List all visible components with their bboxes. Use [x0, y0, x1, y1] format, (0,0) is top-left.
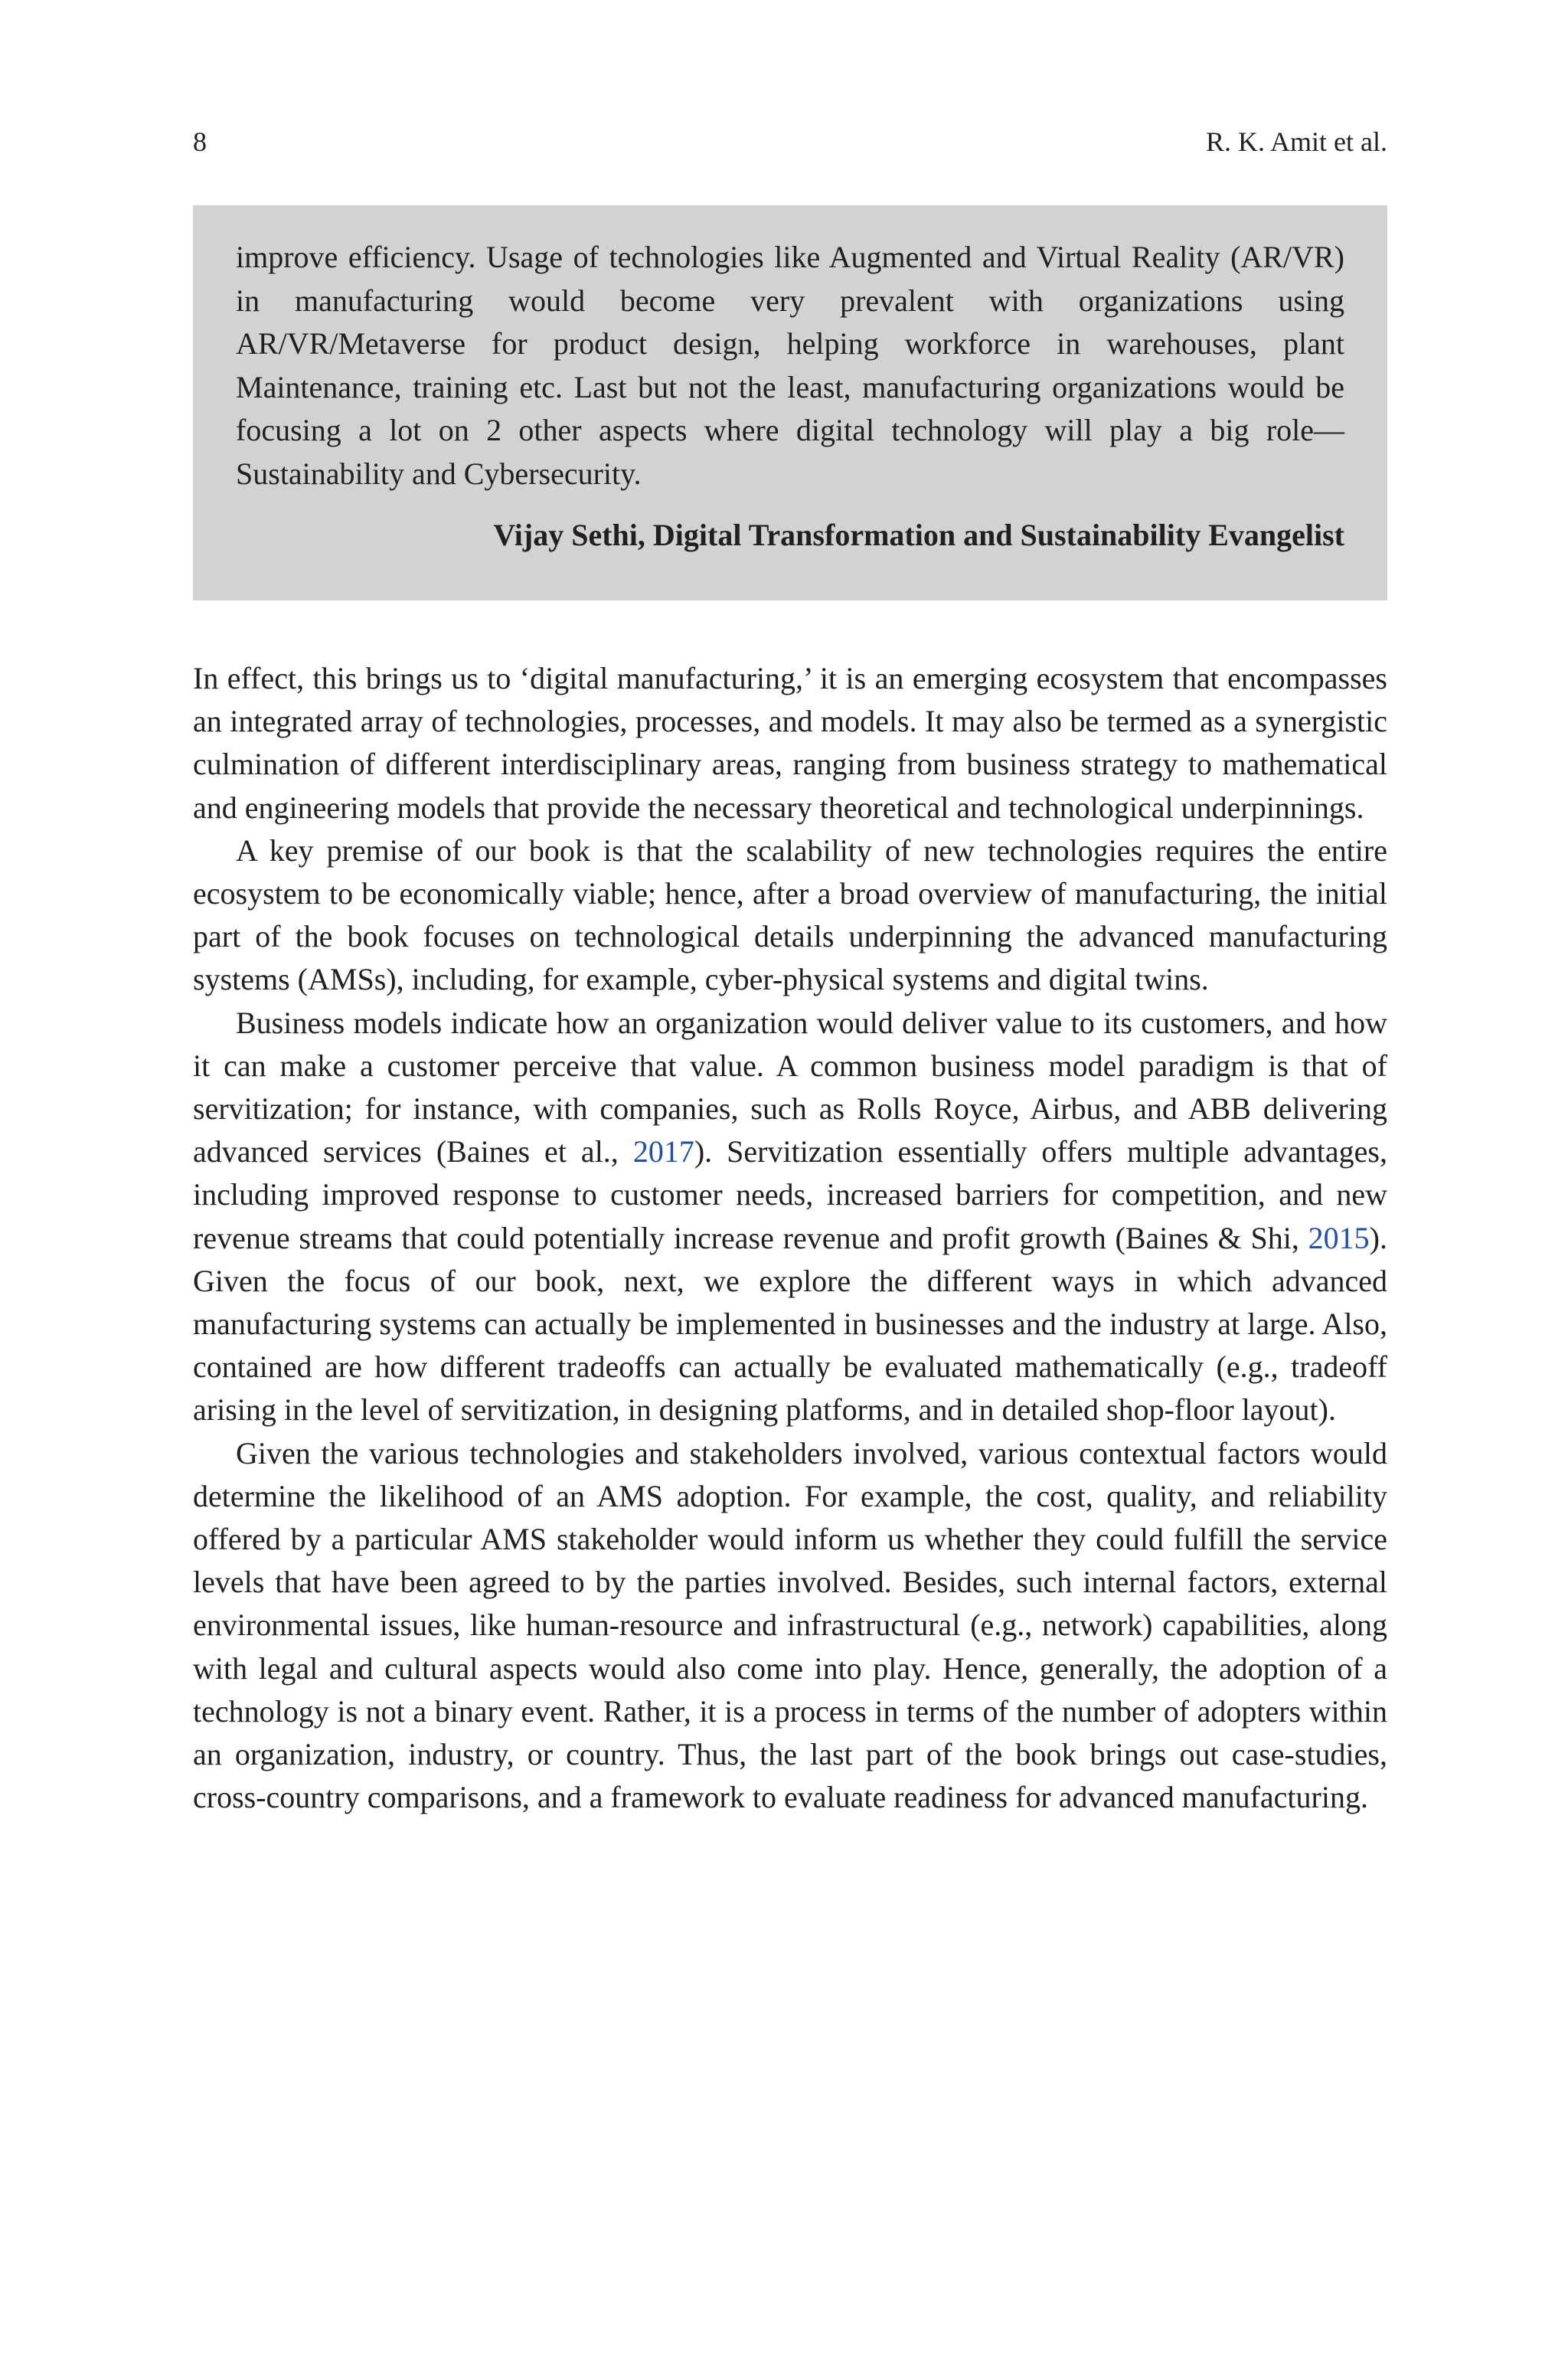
paragraph-1: In effect, this brings us to ‘digital manufacturing,’ it is an emerging ecosystem that encompasses an integrated array of technologies, processes, and models. It may also be termed as a synergistic culmination of different interdisciplinary areas, ranging from business strategy to mathematical and engineering models that provide the necessary theoretical and technological underpinnings. — [193, 661, 1387, 825]
running-author: R. K. Amit et al. — [1206, 126, 1387, 157]
paragraph-2: A key premise of our book is that the scalability of new technologies requires the entire ecosystem to be economically viable; hence, after a broad overview of manufacturing, the initial part of the book focuses on technological details underpinning the advanced manufacturing systems (AMSs), including, for example, cyber-physical systems and digital twins. — [193, 832, 1387, 997]
body-text — [193, 657, 1387, 1819]
running-head — [193, 123, 1387, 161]
citation-link-baines-2017[interactable]: 2017 — [632, 1134, 694, 1169]
paragraph-3-part-b: ). Servitization essentially offers multiple advantages, including improved response to customer needs, increased barriers for competition, and new revenue streams that could potentially increase revenue and profit growth (Baines & Shi, — [193, 1134, 1387, 1255]
paragraph-3-part-a: Business models indicate how an organization would deliver value to its customers, and how it can make a customer perceive that value. A common business model paradigm is that of servitization; for instance, with companies, such as Rolls Royce, Airbus, and ABB delivering advanced services (Baines et al., — [193, 1005, 1387, 1169]
quote-box — [193, 205, 1387, 600]
paragraph-3-part-c: ). Given the focus of our book, next, we explore the different ways in which advanced manufacturing systems can actually be implemented in businesses and the industry at large. Also, contained are how different tradeoffs can actually be evaluated mathematically (e.g., tradeoff arising in the level of servitization, in designing platforms, and in detailed shop-floor layout). — [193, 1220, 1387, 1428]
paragraph-4: Given the various technologies and stakeholders involved, various contextual factors would determine the likelihood of an AMS adoption. For example, the cost, quality, and reliability offered by a particular AMS stakeholder would inform us whether they could fulfill the service levels that have been agreed to by the parties involved. Besides, such internal factors, external environmental issues, like human-resource and infrastructural (e.g., network) capabilities, along with legal and cultural aspects would also come into play. Hence, generally, the adoption of a technology is not a binary event. Rather, it is a process in terms of the number of adopters within an organization, industry, or country. Thus, the last part of the book brings out case-studies, cross-country comparisons, and a framework to evaluate readiness for advanced manufacturing. — [193, 1435, 1387, 1815]
quote-attribution: Vijay Sethi, Digital Transformation and Sustainability Evangelist — [493, 518, 1344, 552]
citation-link-baines-shi-2015[interactable]: 2015 — [1308, 1220, 1370, 1255]
paragraph-3 — [193, 1002, 1387, 1432]
quote-text: improve efficiency. Usage of technologies like Augmented and Virtual Reality (AR/VR) in manufacturing would become very prevalent with organizations using AR/VR/Metaverse for product design, helping workforce in warehouses, plant Maintenance, training etc. Last but not the least, manufacturing organizations would be focusing a lot on 2 other aspects where digital technology will play a big role—Sustainability and Cybersecurity. — [236, 240, 1344, 491]
page-number: 8 — [193, 126, 207, 157]
